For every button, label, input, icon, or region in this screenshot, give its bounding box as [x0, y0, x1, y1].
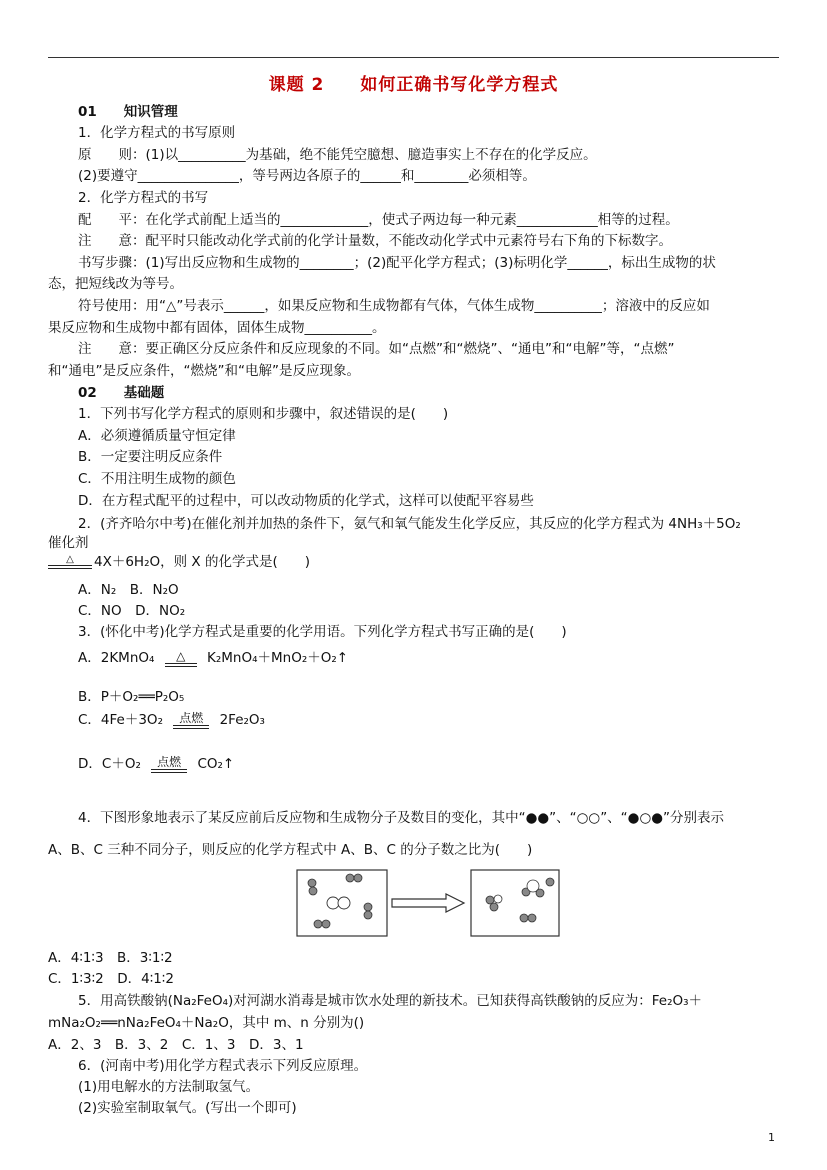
- reaction-condition: 催化剂: [48, 535, 89, 551]
- option: A．N₂ B．N₂O: [78, 582, 179, 598]
- heat-symbol: △: [176, 649, 186, 663]
- reaction-arrow: [173, 711, 209, 729]
- section-heading: 01 知识管理: [78, 104, 178, 120]
- option: C．NO D．NO₂: [78, 603, 186, 619]
- text-line: 原 则：(1)以__________为基础，绝不能凭空臆想、臆造事实上不存在的化学反应。: [78, 147, 597, 163]
- text-line: (2)要遵守_______________，等号两边各原子的______和________必须相等。: [78, 168, 536, 184]
- sub-question: (2)实验室制取氧气。(写出一个即可): [78, 1100, 297, 1116]
- molecule-diagram: [296, 869, 562, 937]
- option-a: [78, 648, 348, 668]
- text-line: mNa₂O₂══nNa₂FeO₄＋Na₂O，其中 m、n 分别为(): [48, 1015, 365, 1031]
- sub-question: (1)用电解水的方法制取氢气。: [78, 1079, 260, 1095]
- text-line: 注 意：要正确区分反应条件和反应现象的不同。如“点燃”和“燃烧”、“通电”和“电解”等，“点燃”: [78, 341, 675, 357]
- question-2: 2．(齐齐哈尔中考)在催化剂并加热的条件下，氨气和氧气能发生化学反应，其反应的化学方程式为 4NH₃＋5O₂: [78, 516, 741, 532]
- equals-bar: [173, 725, 209, 729]
- option-c: [78, 710, 265, 730]
- question-6: 6．(河南中考)用化学方程式表示下列反应原理。: [78, 1058, 368, 1074]
- text-line: A、B、C 三种不同分子，则反应的化学方程式中 A、B、C 的分子数之比为( ): [48, 842, 533, 858]
- question-3: 3．(怀化中考)化学方程式是重要的化学用语。下列化学方程式书写正确的是( ): [78, 624, 567, 640]
- text-line: 1．化学方程式的书写原则: [78, 125, 236, 141]
- option: C．不用注明生成物的颜色: [78, 471, 236, 487]
- text-line: 态，把短线改为等号。: [48, 276, 183, 292]
- equation-right: CO₂↑: [197, 756, 235, 772]
- ignite-condition: 点燃: [179, 711, 204, 725]
- equation-product: 4X＋6H₂O，则 X 的化学式是( ): [94, 554, 310, 570]
- equals-bar: [151, 769, 187, 773]
- equals-bar: [165, 663, 197, 667]
- question-4: 4．下图形象地表示了某反应前后反应物和生成物分子及数目的变化，其中“●●”、“○○”、“●○●”分别表示: [78, 810, 725, 826]
- text-line: 2．化学方程式的书写: [78, 190, 209, 206]
- option-b: B．P＋O₂══P₂O₅: [78, 689, 185, 705]
- question-1: 1．下列书写化学方程式的原则和步骤中，叙述错误的是( ): [78, 406, 449, 422]
- equation-right: K₂MnO₄＋MnO₂＋O₂↑: [207, 650, 349, 666]
- equals-bar: [48, 565, 92, 569]
- option: D．在方程式配平的过程中，可以改动物质的化学式，这样可以使配平容易些: [78, 493, 534, 509]
- header-rule: [48, 57, 779, 58]
- page-title: 课题 2 如何正确书写化学方程式: [268, 75, 559, 95]
- text-line: 配 平：在化学式前配上适当的_____________，使式子两边每一种元素____________相等的过程。: [78, 212, 679, 228]
- equation-left: A．2KMnO₄: [78, 650, 155, 666]
- text-line: 和“通电”是反应条件，“燃烧”和“电解”是反应现象。: [48, 363, 360, 379]
- option: A．4∶1∶3 B．3∶1∶2: [48, 950, 173, 966]
- ignite-condition: 点燃: [157, 755, 182, 769]
- text-line: 注 意：配平时只能改动化学式前的化学计量数，不能改动化学式中元素符号右下角的下标数字。: [78, 233, 672, 249]
- option: B．一定要注明反应条件: [78, 449, 223, 465]
- after-box: [471, 870, 559, 936]
- section-heading: 02 基础题: [78, 385, 165, 401]
- equation-left: D．C＋O₂: [78, 756, 141, 772]
- option: A．必须遵循质量守恒定律: [78, 428, 236, 444]
- question-5: 5．用高铁酸钠(Na₂FeO₄)对河湖水消毒是城市饮水处理的新技术。已知获得高铁酸钠的反应为：Fe₂O₃＋: [78, 993, 703, 1009]
- page-number: 1: [768, 1131, 775, 1144]
- reaction-arrow: [48, 555, 92, 569]
- arrow-icon: [392, 894, 464, 912]
- equation-line: [48, 552, 310, 572]
- text-line: 符号使用：用“△”号表示______，如果反应物和生成物都有气体，气体生成物__________；溶液中的反应如: [78, 298, 710, 314]
- option: A．2、3 B．3、2 C．1、3 D．3、1: [48, 1037, 304, 1053]
- equation-right: 2Fe₂O₃: [219, 712, 265, 728]
- heat-symbol: △: [66, 554, 74, 565]
- text-line: 书写步骤：(1)写出反应物和生成物的________；(2)配平化学方程式；(3)标明化学______，标出生成物的状: [78, 255, 716, 271]
- equation-left: C．4Fe＋3O₂: [78, 712, 163, 728]
- option: C．1∶3∶2 D．4∶1∶2: [48, 971, 174, 987]
- reaction-arrow: [151, 755, 187, 773]
- option-d: [78, 754, 234, 774]
- reaction-arrow: [165, 649, 197, 667]
- text-line: 果反应物和生成物中都有固体，固体生成物__________。: [48, 320, 386, 336]
